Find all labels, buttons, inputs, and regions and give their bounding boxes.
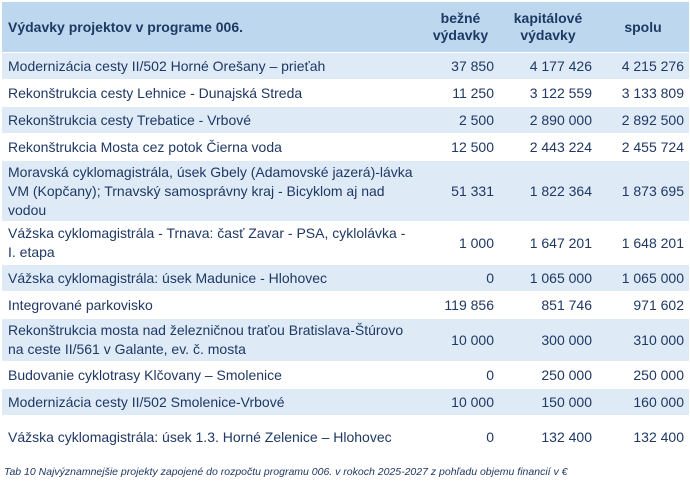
table-caption: Tab 10 Najvýznamnejšie projekty zapojené do rozpočtu programu 006. v rokoch 2025-2027 z pohľadu objemu financií v € [4,466,568,478]
total-cell: 971 602 [597,292,689,319]
current-expenditure-cell: 0 [422,362,499,389]
total-cell: 310 000 [597,319,689,362]
current-expenditure-cell: 119 856 [422,292,499,319]
project-name-cell: Integrované parkovisko [2,292,422,319]
capital-expenditure-cell: 150 000 [499,389,597,416]
project-name-cell: Moravská cyklomagistrála, úsek Gbely (Adamovské jazerá)-lávka VM (Kopčany); Trnavský samosprávny kraj - Bicyklom aj nad vodou [2,161,422,222]
project-name-cell: Rekonštrukcia Mosta cez potok Čierna voda [2,134,422,161]
total-cell: 1 873 695 [597,161,689,222]
table-row [2,362,689,389]
total-cell: 1 065 000 [597,265,689,292]
total-cell: 3 133 809 [597,80,689,107]
current-expenditure-cell: 11 250 [422,80,499,107]
table-row [2,416,689,459]
project-name-cell: Vážska cyklomagistrála: úsek Madunice - Hlohovec [2,265,422,292]
project-name-cell: Vážska cyklomagistrála - Trnava: časť Zavar - PSA, cyklolávka - I. etapa [2,222,422,265]
table-row [2,292,689,319]
table-body [2,53,689,459]
capital-expenditure-cell: 250 000 [499,362,597,389]
capital-expenditure-cell: 1 822 364 [499,161,597,222]
total-cell: 132 400 [597,416,689,459]
capital-expenditure-cell: 1 065 000 [499,265,597,292]
capital-expenditure-cell: 3 122 559 [499,80,597,107]
project-name-cell: Modernizácia cesty II/502 Smolenice-Vrbové [2,389,422,416]
current-expenditure-cell: 37 850 [422,53,499,80]
project-name-cell: Modernizácia cesty II/502 Horné Orešany – prieťah [2,53,422,80]
table-row [2,319,689,362]
project-name-cell: Rekonštrukcia cesty Trebatice - Vrbové [2,107,422,134]
current-expenditure-cell: 10 000 [422,319,499,362]
projects-table [2,2,689,459]
table-row [2,161,689,222]
current-expenditure-cell: 2 500 [422,107,499,134]
total-cell: 2 455 724 [597,134,689,161]
capital-expenditure-cell: 132 400 [499,416,597,459]
project-name-cell: Rekonštrukcia cesty Lehnice - Dunajská Streda [2,80,422,107]
table-row [2,80,689,107]
current-expenditure-cell: 12 500 [422,134,499,161]
header-current-expenditure: bežné výdavky [422,2,499,53]
table-row [2,134,689,161]
table-row [2,265,689,292]
capital-expenditure-cell: 4 177 426 [499,53,597,80]
current-expenditure-cell: 10 000 [422,389,499,416]
table-row [2,107,689,134]
capital-expenditure-cell: 2 890 000 [499,107,597,134]
total-cell: 4 215 276 [597,53,689,80]
total-cell: 2 892 500 [597,107,689,134]
capital-expenditure-cell: 1 647 201 [499,222,597,265]
current-expenditure-cell: 0 [422,416,499,459]
total-cell: 1 648 201 [597,222,689,265]
project-name-cell: Rekonštrukcia mosta nad železničnou traťou Bratislava-Štúrovo na ceste II/561 v Galante, ev. č. mosta [2,319,422,362]
header-capital-expenditure: kapitálové výdavky [499,2,597,53]
table-header-row [2,2,689,53]
capital-expenditure-cell: 851 746 [499,292,597,319]
capital-expenditure-cell: 2 443 224 [499,134,597,161]
current-expenditure-cell: 1 000 [422,222,499,265]
project-name-cell: Vážska cyklomagistrála: úsek 1.3. Horné Zelenice – Hlohovec [2,416,422,459]
total-cell: 250 000 [597,362,689,389]
capital-expenditure-cell: 300 000 [499,319,597,362]
table-row [2,389,689,416]
table-row [2,222,689,265]
current-expenditure-cell: 0 [422,265,499,292]
table-row [2,53,689,80]
header-project-name: Výdavky projektov v programe 006. [2,2,422,53]
current-expenditure-cell: 51 331 [422,161,499,222]
project-name-cell: Budovanie cyklotrasy Klčovany – Smolenice [2,362,422,389]
total-cell: 160 000 [597,389,689,416]
header-total: spolu [597,2,689,53]
